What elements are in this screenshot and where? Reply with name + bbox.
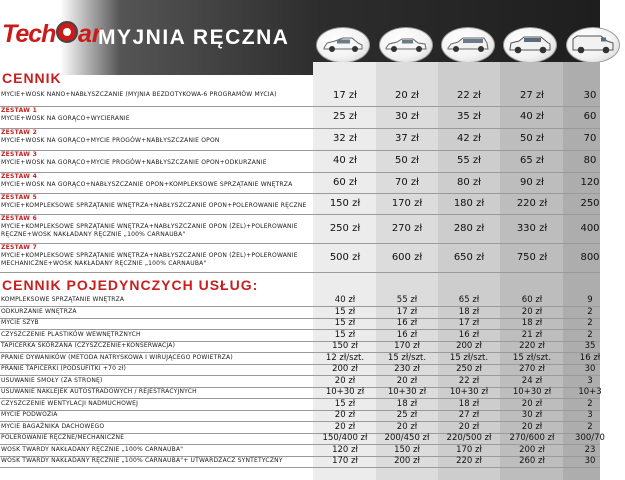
price-cell: 20 zł (396, 421, 418, 432)
price-cell: 260 zł (519, 456, 545, 466)
price-cell: 10+30 zł (325, 387, 365, 397)
price-cell: 60 zł (521, 295, 543, 305)
price-cell: 16 zł (579, 352, 601, 363)
price-cell: 2 (587, 306, 593, 317)
price-cell: 30 zł (395, 111, 419, 122)
price-cell: 55 zł (457, 155, 481, 166)
price-cell: 30 zł (521, 410, 543, 420)
service-label: ODKURZANIE WNĘTRZA (1, 307, 77, 315)
price-cell: 22 zł (457, 90, 481, 101)
price-cell: 20 zł (334, 375, 356, 386)
pricing-row (0, 128, 600, 151)
page-title: MYJNIA RĘCZNA (98, 26, 290, 49)
price-cell: 170 zł (394, 341, 420, 351)
package-tag: ZESTAW 5 (1, 194, 38, 201)
price-cell: 330 zł (516, 223, 548, 234)
pricing-row (0, 106, 600, 129)
price-cell: 2 (587, 398, 593, 409)
package-tag: ZESTAW 7 (1, 244, 38, 251)
logo-text-ar: ar (78, 20, 102, 48)
price-cell: 16 zł (396, 318, 418, 328)
pricing-row (0, 243, 600, 273)
price-cell: 500 zł (329, 252, 361, 263)
price-cell: 20 zł (334, 421, 356, 432)
price-cell: 10+30 zł (512, 387, 552, 397)
price-cell: 250 zł (329, 223, 361, 234)
price-cell: 50 zł (520, 133, 544, 144)
price-cell: 18 zł (396, 398, 418, 409)
price-cell: 750 zł (516, 252, 548, 263)
price-cell: 15 zł/szt. (512, 352, 552, 363)
service-row (0, 410, 600, 422)
price-cell: 15 zł/szt. (387, 352, 427, 363)
price-cell: 17 zł (333, 90, 357, 101)
pricing-row (0, 193, 600, 215)
package-description: MECHANICZNE+WOSK NAKŁADANY RĘCZNIE „100% CARNAUBA" (1, 260, 207, 267)
wheel-icon (56, 21, 78, 43)
price-cell: 250 zł (456, 364, 482, 374)
price-cell: 150 zł (394, 444, 420, 455)
price-cell: 21 zł (521, 329, 543, 340)
suv-car-icon (503, 27, 557, 63)
price-cell: 18 zł (458, 306, 480, 317)
price-cell: 40 zł (520, 111, 544, 122)
price-cell: 800 (580, 252, 600, 263)
price-cell: 15 zł (334, 306, 356, 317)
pricing-row (0, 172, 600, 194)
service-label: USUWANIE SMOŁY (ZA STRONĘ) (1, 376, 103, 384)
price-cell: 200 zł (394, 456, 420, 466)
service-row (0, 353, 600, 365)
price-cell: 15 zł (334, 398, 356, 409)
price-cell: 23 (584, 444, 596, 455)
price-cell: 37 zł (395, 133, 419, 144)
price-cell: 35 zł (457, 111, 481, 122)
service-label: KOMPLEKSOWE SPRZĄTANIE WNĘTRZA (1, 296, 125, 303)
service-label: MYCIE SZYB (1, 319, 39, 326)
price-cell: 16 zł (458, 329, 480, 340)
price-cell: 15 zł/szt. (449, 352, 489, 363)
price-cell: 80 (583, 155, 597, 166)
service-row (0, 364, 600, 376)
price-cell: 3 (587, 375, 593, 386)
price-cell: 30 (583, 90, 597, 101)
service-row (0, 422, 600, 434)
price-cell: 270 zł (519, 364, 545, 374)
service-label: WOSK TWARDY NAKŁADANY RĘCZNIE „100% CARNAUBA"+ UTWARDZACZ SYNTETYCZNY (1, 457, 283, 464)
single-services-section-title: CENNIK POJEDYNCZYCH USŁUG: (2, 277, 259, 293)
price-cell: 20 zł (521, 421, 543, 432)
price-cell: 35 (584, 341, 596, 351)
price-cell: 3 (587, 410, 593, 420)
price-cell: 200 zł (332, 364, 358, 374)
price-cell: 15 zł (334, 318, 356, 328)
logo-text-tech: Tech (2, 20, 56, 48)
service-row (0, 376, 600, 388)
service-label: WOSK TWARDY NAKŁADANY RĘCZNIE „100% CARNAUBA" (1, 445, 184, 453)
price-cell: 30 (584, 364, 596, 374)
service-row (0, 433, 605, 445)
price-cell: 10+3 (578, 387, 602, 397)
price-cell: 200 zł (456, 341, 482, 351)
package-tag: ZESTAW 2 (1, 129, 38, 136)
price-cell: 65 zł (458, 295, 480, 305)
package-tag: ZESTAW 6 (1, 215, 38, 222)
pricing-row (0, 150, 600, 173)
price-cell: 220 zł (516, 198, 548, 209)
price-cell: 220 zł (519, 341, 545, 351)
service-row (0, 330, 600, 342)
price-cell: 2 (587, 421, 593, 432)
price-cell: 60 zł (333, 177, 357, 188)
package-description: MYCIE+WOSK NA GORĄCO+NABŁYSZCZANIE OPON+KOMPLEKSOWE SPRZĄTANIE WNĘTRZA (1, 181, 293, 188)
price-cell: 120 (580, 177, 600, 188)
price-cell: 250 (580, 198, 600, 209)
package-description: MYCIE+WOSK NA GORĄCO+WYCIERANIE (1, 115, 130, 122)
service-row (0, 445, 600, 457)
price-cell: 9 (587, 295, 593, 305)
pricing-row (0, 86, 600, 107)
price-cell: 150 zł (329, 198, 361, 209)
service-label: MYCIE BAGAŻNIKA DACHOWEGO (1, 422, 105, 430)
price-cell: 40 zł (334, 295, 356, 305)
price-cell: 17 zł (458, 318, 480, 328)
price-cell: 200 zł (519, 444, 545, 455)
package-description: RĘCZNE+WOSK NAKŁADANY RĘCZNIE „100% CARNAUBA" (1, 231, 186, 238)
service-label: MYCIE PODWOZIA (1, 411, 58, 418)
hatchback-car-icon (316, 27, 370, 63)
price-cell: 2 (587, 329, 593, 340)
price-cell: 220/500 zł (446, 433, 492, 443)
package-description: MYCIE+WOSK NA GORĄCO+MYCIE PROGÓW+NABŁYSZCZANIE OPON+ODKURZANIE (1, 159, 267, 166)
price-cell: 30 (584, 456, 596, 466)
price-cell: 10+30 zł (449, 387, 489, 397)
price-cell: 12 zł/szt. (325, 352, 365, 363)
price-cell: 20 zł (395, 90, 419, 101)
service-row (0, 387, 600, 399)
price-cell: 400 (580, 223, 600, 234)
price-cell: 170 zł (332, 456, 358, 466)
price-cell: 20 zł (396, 375, 418, 386)
pricing-row (0, 214, 600, 244)
price-cell: 27 zł (458, 410, 480, 420)
price-cell: 150 zł (332, 341, 358, 351)
estate-car-icon (441, 27, 495, 63)
price-cell: 80 zł (457, 177, 481, 188)
price-cell: 25 zł (333, 111, 357, 122)
price-cell: 150/400 zł (322, 433, 368, 443)
price-cell: 16 zł (396, 329, 418, 340)
price-cell: 60 (583, 111, 597, 122)
price-cell: 270 zł (391, 223, 423, 234)
price-cell: 600 zł (391, 252, 423, 263)
price-cell: 270/600 zł (509, 433, 555, 443)
sedan-car-icon (379, 27, 433, 63)
service-label: USUWANIE NAKLEJEK AUTOSTRADOWYCH / REJESTRACYJNYCH (1, 388, 197, 395)
price-cell: 55 zł (396, 295, 418, 305)
service-row (0, 341, 600, 353)
price-cell: 20 zł (521, 398, 543, 409)
service-row (0, 399, 600, 411)
package-description: MYCIE+KOMPLEKSOWE SPRZĄTANIE WNĘTRZA+NABŁYSZCZANIE OPON+POLEROWANIE RĘCZNE (1, 202, 307, 209)
price-cell: 650 zł (453, 252, 485, 263)
price-cell: 24 zł (521, 375, 543, 386)
price-cell: 220 zł (456, 456, 482, 466)
price-cell: 2 (587, 318, 593, 328)
price-cell: 17 zł (396, 306, 418, 317)
package-tag: ZESTAW 4 (1, 173, 38, 180)
price-cell: 50 zł (395, 155, 419, 166)
price-cell: 280 zł (453, 223, 485, 234)
service-label: CZYSZCZENIE WENTYLACJI NADMUCHOWEJ (1, 399, 139, 407)
service-label: PRANIE DYWANIKÓW (METODA NATRYSKOWA I WIRUJĄCEGO POWIETRZA) (1, 353, 233, 361)
service-row (0, 295, 600, 307)
price-cell: 200/450 zł (384, 433, 430, 443)
service-label: TAPICERKA SKÓRZANA (CZYSZCZENIE+KONSERWACJA) (1, 342, 176, 349)
price-cell: 22 zł (458, 375, 480, 386)
package-tag: ZESTAW 1 (1, 107, 38, 114)
price-cell: 20 zł (521, 306, 543, 317)
price-cell: 180 zł (453, 198, 485, 209)
service-row (0, 318, 600, 330)
price-cell: 10+30 zł (387, 387, 427, 397)
package-description: MYCIE+KOMPLEKSOWE SPRZĄTANIE WNĘTRZA+NABŁYSZCZANIE OPON (ŻEL)+POLEROWANIE (1, 252, 298, 259)
package-description: MYCIE+WOSK NANO+NABŁYSZCZANIE (MYJNIA BEZDOTYKOWA-6 PROGRAMÓW MYCIA) (1, 91, 277, 98)
price-cell: 18 zł (521, 318, 543, 328)
service-label: PRANIE TAPICERKI (PODSUFITKI +70 zł) (1, 365, 127, 372)
package-description: MYCIE+WOSK NA GORĄCO+MYCIE PROGÓW+NABŁYSZCZANIE OPON (1, 137, 220, 144)
price-cell: 18 zł (458, 398, 480, 409)
package-description: MYCIE+KOMPLEKSOWE SPRZĄTANIE WNĘTRZA+NABŁYSZCZANIE OPON (ŻEL)+POLEROWANIE (1, 223, 298, 230)
price-cell: 27 zł (520, 90, 544, 101)
service-label: CZYSZCZENIE PLASTIKÓW WEWNĘTRZNYCH (1, 330, 141, 338)
price-cell: 32 zł (333, 133, 357, 144)
price-cell: 65 zł (520, 155, 544, 166)
service-label: POLEROWANIE RĘCZNE/MECHANICZNE (1, 434, 125, 441)
price-cell: 170 zł (391, 198, 423, 209)
price-cell: 230 zł (394, 364, 420, 374)
price-cell: 70 zł (395, 177, 419, 188)
service-row (0, 307, 600, 319)
price-cell: 90 zł (520, 177, 544, 188)
package-tag: ZESTAW 3 (1, 151, 38, 158)
price-cell: 20 zł (458, 421, 480, 432)
price-cell: 40 zł (333, 155, 357, 166)
price-cell: 170 zł (456, 444, 482, 455)
price-cell: 15 zł (334, 329, 356, 340)
pricing-section-title: CENNIK (2, 70, 62, 86)
price-cell: 120 zł (332, 444, 358, 455)
service-row (0, 456, 600, 468)
price-cell: 20 zł (334, 410, 356, 420)
price-cell: 25 zł (396, 410, 418, 420)
van-icon (566, 27, 620, 63)
price-cell: 70 (583, 133, 597, 144)
price-cell: 42 zł (457, 133, 481, 144)
price-cell: 300/70 (575, 433, 605, 443)
